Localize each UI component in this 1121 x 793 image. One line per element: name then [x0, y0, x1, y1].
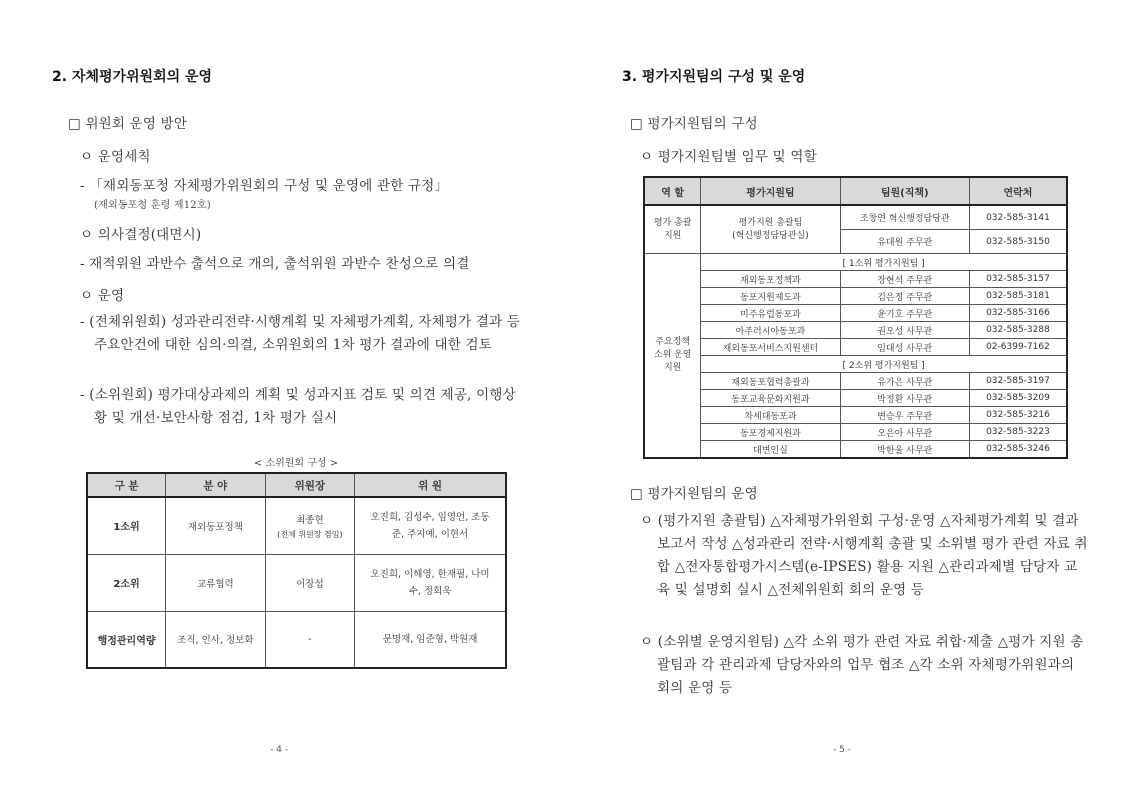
right-section-title: 3. 평가지원팀의 구성 및 운영	[622, 69, 806, 85]
phone-cell: 032-585-3150	[969, 230, 1067, 254]
header-field: 분 야	[166, 473, 266, 497]
header-contact: 연락처	[969, 177, 1067, 205]
team-cell: 미주유럽동포과	[701, 305, 840, 322]
table-row	[644, 254, 1067, 271]
support-team-table-header	[644, 177, 1067, 205]
table-row	[644, 305, 1067, 322]
division-cell: 행정관리역량	[87, 611, 166, 668]
member-cell: 장현석 주무관	[840, 271, 969, 288]
chair-cell	[265, 497, 355, 554]
phone-cell: 032-585-3197	[969, 373, 1067, 390]
table-row	[644, 288, 1067, 305]
phone-cell: 02-6399-7162	[969, 339, 1067, 356]
subcommittee-team-text: ㅇ (소위별 운영지원팀) △각 소위 평가 관련 자료 취합·제출 △평가 지원 총괄팀과 각 관리과제 담당자와의 업무 협조 △각 소위 자체평가위원과의 회의 운영 등	[640, 634, 1084, 696]
decision-text: - 재적위원 과반수 출석으로 개의, 출석위원 과반수 찬성으로 의결	[80, 256, 470, 272]
team-cell: 대변인실	[701, 441, 840, 459]
division-cell: 1소위	[87, 497, 166, 554]
members-cell: 오진희, 이해영, 한재필, 나미수, 정회욱	[355, 554, 506, 611]
team-roles-item: ㅇ 평가지원팀별 임무 및 역할	[640, 149, 817, 165]
left-section-title: 2. 자체평가위원회의 운영	[52, 69, 213, 85]
phone-cell: 032-585-3223	[969, 424, 1067, 441]
subcommittee-table	[86, 472, 507, 669]
field-cell: 교류협력	[166, 554, 266, 611]
team-cell: 차세대동포과	[701, 407, 840, 424]
table-row	[644, 424, 1067, 441]
table-row	[644, 322, 1067, 339]
role-cell-general: 평가 총괄지원	[644, 205, 701, 254]
header-division: 구 분	[87, 473, 166, 497]
member-cell: 오은아 사무관	[840, 424, 969, 441]
table-row	[87, 611, 506, 668]
table-row	[644, 407, 1067, 424]
table-row	[87, 554, 506, 611]
member-cell: 유대원 주무관	[840, 230, 969, 254]
operation-item: ㅇ 운영	[80, 288, 125, 304]
table-row	[644, 441, 1067, 459]
phone-cell: 032-585-3288	[969, 322, 1067, 339]
header-members: 위 원	[355, 473, 506, 497]
team-cell: 재외동포서비스지원센터	[701, 339, 840, 356]
member-cell: 임대성 사무관	[840, 339, 969, 356]
members-cell: 문명재, 임준형, 박원재	[355, 611, 506, 668]
team-cell-general	[701, 205, 840, 254]
team-cell: 재외동포협력총괄과	[701, 373, 840, 390]
team-cell: 재외동포정책과	[701, 271, 840, 288]
division-cell: 2소위	[87, 554, 166, 611]
team-operation-heading: □ 평가지원팀의 운영	[630, 486, 758, 502]
table-row	[644, 373, 1067, 390]
phone-cell: 032-585-3141	[969, 205, 1067, 230]
decision-item: ㅇ 의사결정(대면시)	[80, 227, 202, 243]
member-cell: 박정환 사무관	[840, 390, 969, 407]
team-composition-heading: □ 평가지원팀의 구성	[630, 116, 758, 132]
member-cell: 김은정 주무관	[840, 288, 969, 305]
table-row	[644, 205, 1067, 230]
table-row	[644, 271, 1067, 288]
chair-name: 최종현	[296, 514, 324, 526]
team-general-name: 평가지원 총괄팀	[738, 217, 803, 228]
chair-cell: 이장섭	[265, 554, 355, 611]
member-cell: 유가은 사무관	[840, 373, 969, 390]
subteam-2-label: [ 2소위 평가지원팀 ]	[701, 356, 1067, 373]
subteam-1-label: [ 1소위 평가지원팀 ]	[701, 254, 1067, 271]
support-team-table	[643, 176, 1068, 459]
header-member: 팀원(직책)	[840, 177, 969, 205]
phone-cell: 032-585-3216	[969, 407, 1067, 424]
members-cell: 오진희, 김성수, 임영언, 조동준, 주지예, 이현서	[355, 497, 506, 554]
field-cell: 조직, 인사, 정보화	[166, 611, 266, 668]
member-cell: 박한울 사무관	[840, 441, 969, 459]
header-team: 평가지원팀	[701, 177, 840, 205]
phone-cell: 032-585-3181	[969, 288, 1067, 305]
team-cell: 동포경제지원과	[701, 424, 840, 441]
chair-cell: -	[265, 611, 355, 668]
full-committee-text: - (전체위원회) 성과관리전략·시행계획 및 자체평가계획, 자체평가 결과 등 주요안건에 대한 심의·의결, 소위원회의 1차 평가 결과에 대한 검토	[80, 314, 521, 353]
field-cell: 재외동포정책	[166, 497, 266, 554]
table-row	[644, 339, 1067, 356]
table-row	[644, 390, 1067, 407]
rules-note: (재외동포청 훈령 제12호)	[94, 200, 211, 211]
committee-heading: □ 위원회 운영 방안	[68, 116, 188, 132]
subcommittee-text: - (소위원회) 평가대상과제의 계획 및 성과지표 검토 및 의견 제공, 이행상황 및 개선·보안사항 점검, 1차 평가 실시	[80, 387, 516, 426]
chair-note: (전체 위원장 겸임)	[277, 529, 343, 539]
subcommittee-table-header	[87, 473, 506, 497]
page-number-right: - 5 -	[833, 745, 851, 755]
team-cell: 아주러시아동포과	[701, 322, 840, 339]
header-chair: 위원장	[265, 473, 355, 497]
role-cell-subcommittee: 주요정책 소위 운영지원	[644, 254, 701, 459]
table-row	[644, 356, 1067, 373]
member-cell: 변승우 주무관	[840, 407, 969, 424]
table-row	[87, 497, 506, 554]
subcommittee-table-caption: < 소위원회 구성 >	[253, 458, 339, 469]
member-cell: 권오성 사무관	[840, 322, 969, 339]
rules-item: ㅇ 운영세칙	[80, 149, 151, 165]
phone-cell: 032-585-3157	[969, 271, 1067, 288]
rules-text: - 「재외동포청 자체평가위원회의 구성 및 운영에 관한 규정」	[80, 178, 449, 194]
page-number-left: - 4 -	[270, 745, 288, 755]
phone-cell: 032-585-3166	[969, 305, 1067, 322]
header-role: 역 할	[644, 177, 701, 205]
phone-cell: 032-585-3246	[969, 441, 1067, 459]
member-cell: 조창연 혁신행정담당관	[840, 205, 969, 230]
team-cell: 동포지원제도과	[701, 288, 840, 305]
team-general-note: (혁신행정담당관실)	[732, 230, 809, 241]
member-cell: 윤기호 주무관	[840, 305, 969, 322]
phone-cell: 032-585-3209	[969, 390, 1067, 407]
team-cell: 동포교육문화지원과	[701, 390, 840, 407]
general-team-text: ㅇ (평가지원 총괄팀) △자체평가위원회 구성·운영 △자체평가계획 및 결과보고서 작성 △성과관리 전략·시행계획 총괄 및 소위별 평가 관련 자료 취합 △전자통합평가시스템(e-IPSES) 활용 지원 △관리과제별 담당자 교육 및 설명회 실시 △전체위원회 회의 운영 등	[640, 513, 1088, 598]
